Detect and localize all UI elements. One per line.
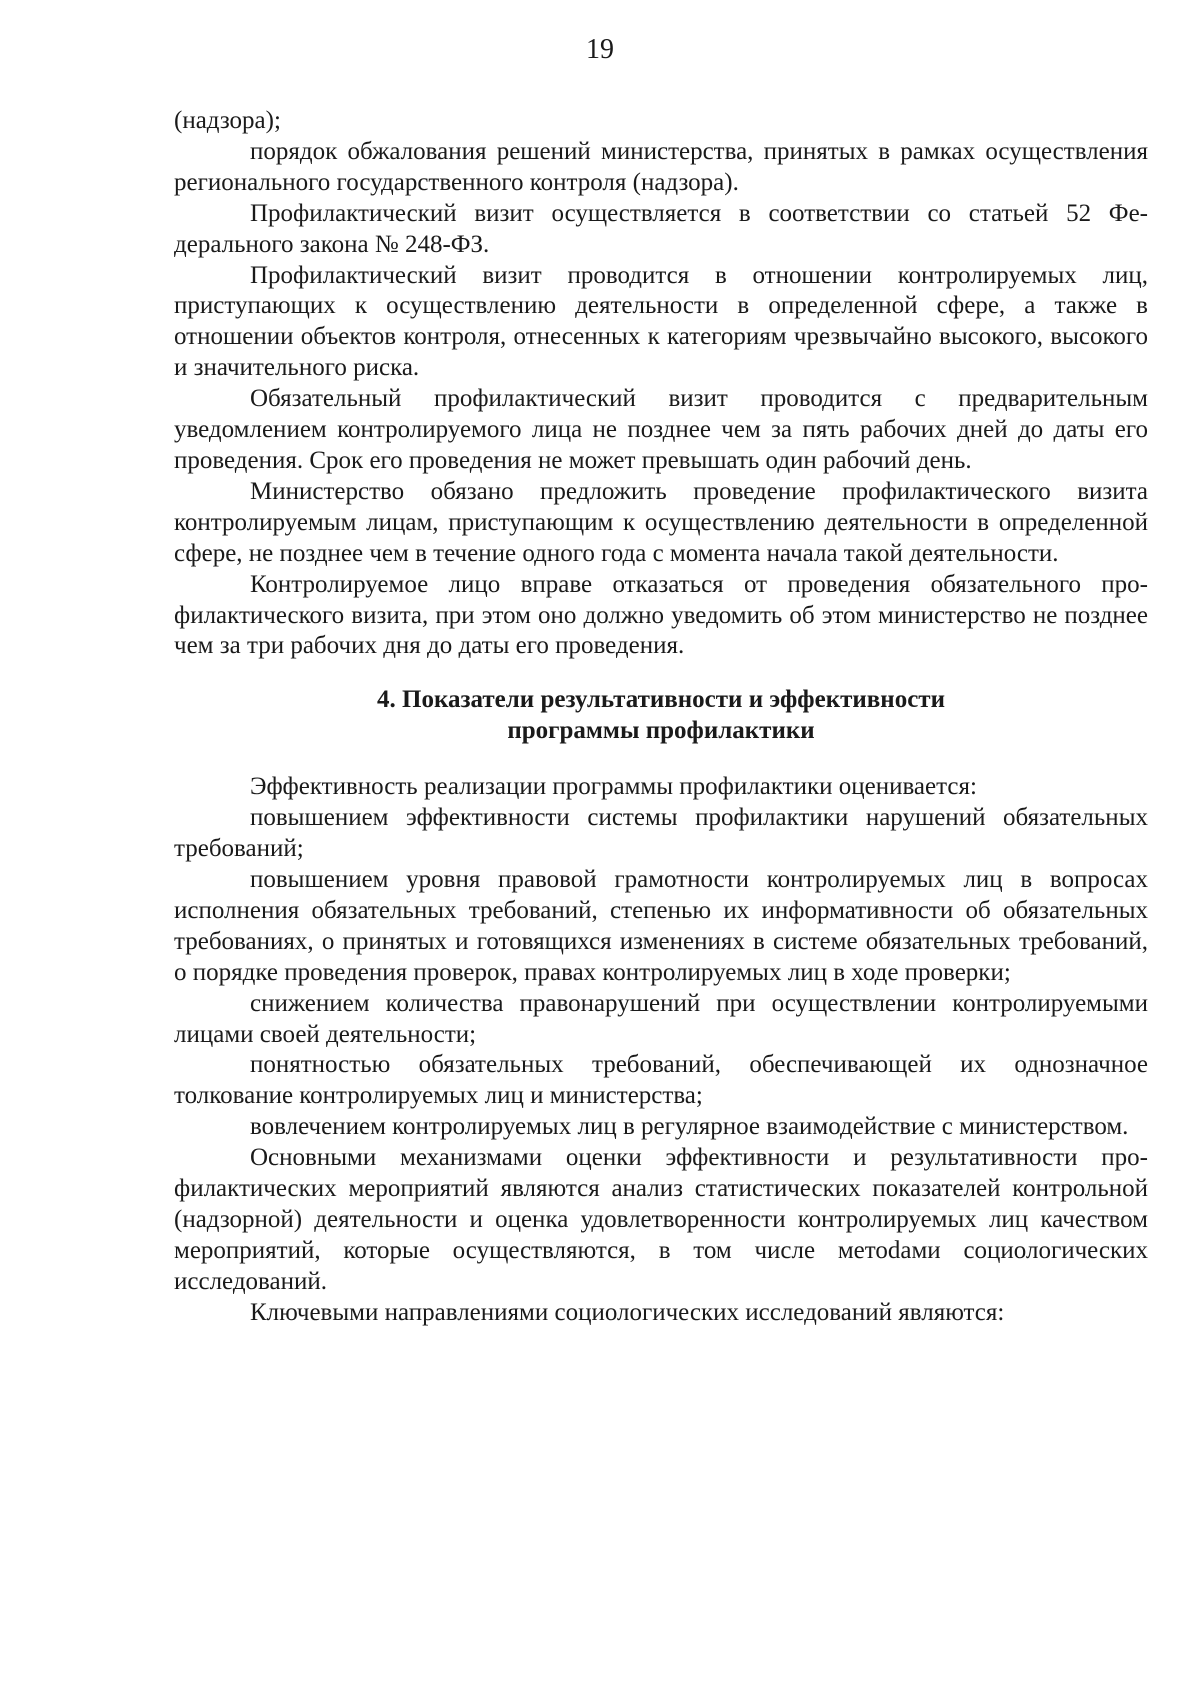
paragraph: Ключевыми направлениями социологических исследований являются:	[250, 1298, 1005, 1326]
paragraph: понятностью обязательных требований, обеспечивающей их однозначное толкование контролируемых лиц и министерства;	[174, 1051, 1148, 1110]
paragraph: Профилактический визит осуществляется в соответствии со статьей 52 Федерального закона № 248-ФЗ.	[174, 199, 1148, 258]
paragraph: Обязательный профилактический визит проводится с предварительным уведомлением контролируемого лица не позднее чем за пять рабочих дней до даты его проведения. Срок его проведения не может превышать один рабочий день.	[174, 385, 1148, 474]
paragraph: повышением эффективности системы профилактики нарушений обязательных требований;	[174, 804, 1148, 863]
paragraph: Основными механизмами оценки эффективности и результативности профилактических мероприятий являются анализ статистических показателей контрольной (надзорной) деятельности и оценка удовлетворенности контролируемых лиц качеством мероприятий, которые осуществляются, в том числе метоdами социологических исследований.	[174, 1144, 1148, 1295]
page-number: 19	[586, 34, 614, 65]
paragraph: (надзора);	[174, 107, 281, 134]
paragraph: снижением количества правонарушений при осуществлении контролируемыми лицами своей деятельности;	[174, 989, 1148, 1048]
paragraph: Эффективность реализации программы профилактики оценивается:	[250, 773, 977, 801]
paragraph: Профилактический визит проводится в отношении контролируемых лиц, приступающих к осуществлению деятельности в определенной сфере, а также в отношении объектов контроля, отнесенных к категориям чрезвычайно высокого, высокого и значительного риска.	[174, 261, 1148, 382]
section-heading	[174, 684, 1148, 746]
paragraph: вовлечением контролируемых лиц в регулярное взаимодействие с министерством.	[250, 1113, 1129, 1141]
section-heading-line-1: 4. Показатели результативности и эффективности	[377, 686, 945, 714]
paragraphs-after-heading	[174, 772, 1148, 1328]
paragraph: порядок обжалования решений министерства, принятых в рамках осуществления регионального государственного контроля (надзора).	[174, 137, 1148, 196]
paragraph: Министерство обязано предложить проведение профилактического визита контролируемым лицам, приступающим к осуществлению деятельности в определенной сфере, не позднее чем в течение одного года с момента начала такой деятельности.	[174, 477, 1148, 567]
section-heading-line-2: программы профилактики	[507, 717, 815, 745]
paragraphs-before-heading	[174, 106, 1148, 662]
paragraph: повышением уровня правовой грамотности контролируемых лиц в вопросах исполнения обязательных требований, степенью их информативности об обязательных требованиях, о принятых и готовящихся изменениях в системе обязательных требований, о порядке проведения проверок, правах контролируемых лиц в ходе проверки;	[174, 866, 1148, 986]
paragraph: Контролируемое лицо вправе отказаться от проведения обязательного профилактического визита, при этом оно должно уведомить об этом министерство не позднее чем за три рабочих дня до даты его проведения.	[174, 570, 1148, 660]
document-body	[174, 106, 1148, 1329]
